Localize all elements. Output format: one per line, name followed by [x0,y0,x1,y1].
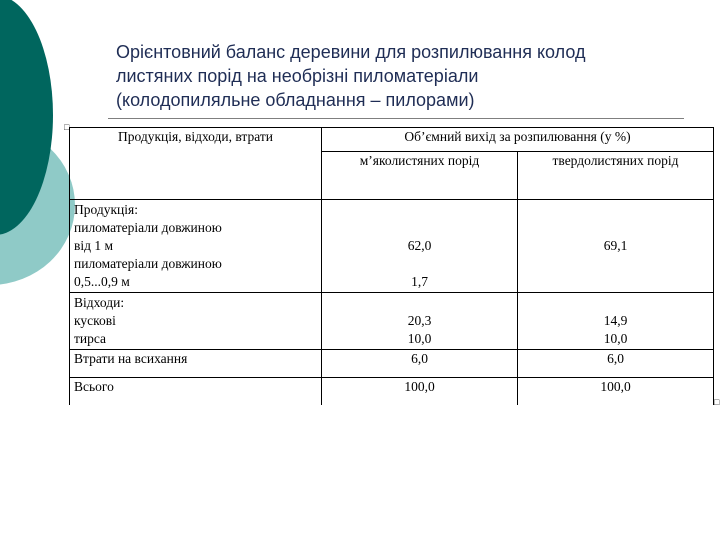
waste-labels [70,293,322,350]
shrink-label: Втрати на всихання [70,350,322,378]
total-soft: 100,0 [322,378,518,405]
waste-soft [322,293,518,350]
waste-hard-pieces: 14,9 [603,313,628,328]
balance-table [69,127,714,405]
title-divider [108,118,684,119]
title-line-3: (колодопиляльне обладнання – пилорами) [116,90,475,110]
production-hard-long: 69,1 [603,238,628,253]
production-label-3: пиломатеріали довжиною [74,256,222,271]
total-label: Всього [70,378,322,405]
header-softwood: м’яколистяних порід [322,152,518,200]
table-row-production [70,200,714,293]
waste-hard-sawdust: 10,0 [603,331,628,346]
waste-label-heading: Відходи: [74,295,125,310]
slide-title [116,40,696,112]
production-label-4: 0,5...0,9 м [74,274,130,289]
header-group: Об’ємний вихід за розпилювання (у %) [322,128,714,152]
table-header-row [70,128,714,152]
corner-mark-right: □ [714,397,720,407]
shrink-soft: 6,0 [322,350,518,378]
table-row-shrink [70,350,714,378]
waste-soft-sawdust: 10,0 [407,331,432,346]
production-soft-long: 62,0 [407,238,432,253]
production-soft [322,200,518,293]
header-product: Продукція, відходи, втрати [70,128,322,200]
header-hardwood: твердолистяних порід [518,152,714,200]
waste-label-2: тирса [74,331,107,346]
title-line-2: листяних порід на необрізні пиломатеріали [116,66,479,86]
shrink-hard: 6,0 [518,350,714,378]
table-row-waste [70,293,714,350]
production-soft-short: 1,7 [411,274,428,289]
waste-hard [518,293,714,350]
production-label-heading: Продукція: [74,202,138,217]
production-label-1: пиломатеріали довжиною [74,220,222,235]
corner-mark-left: □ [64,122,70,132]
total-hard: 100,0 [518,378,714,405]
production-labels [70,200,322,293]
table-row-total [70,378,714,405]
production-label-2: від 1 м [74,238,114,253]
production-hard [518,200,714,293]
waste-soft-pieces: 20,3 [407,313,432,328]
decorative-shapes [0,0,80,300]
title-line-1: Орієнтовний баланс деревини для розпилювання колод [116,42,586,62]
waste-label-1: кускові [74,313,116,328]
